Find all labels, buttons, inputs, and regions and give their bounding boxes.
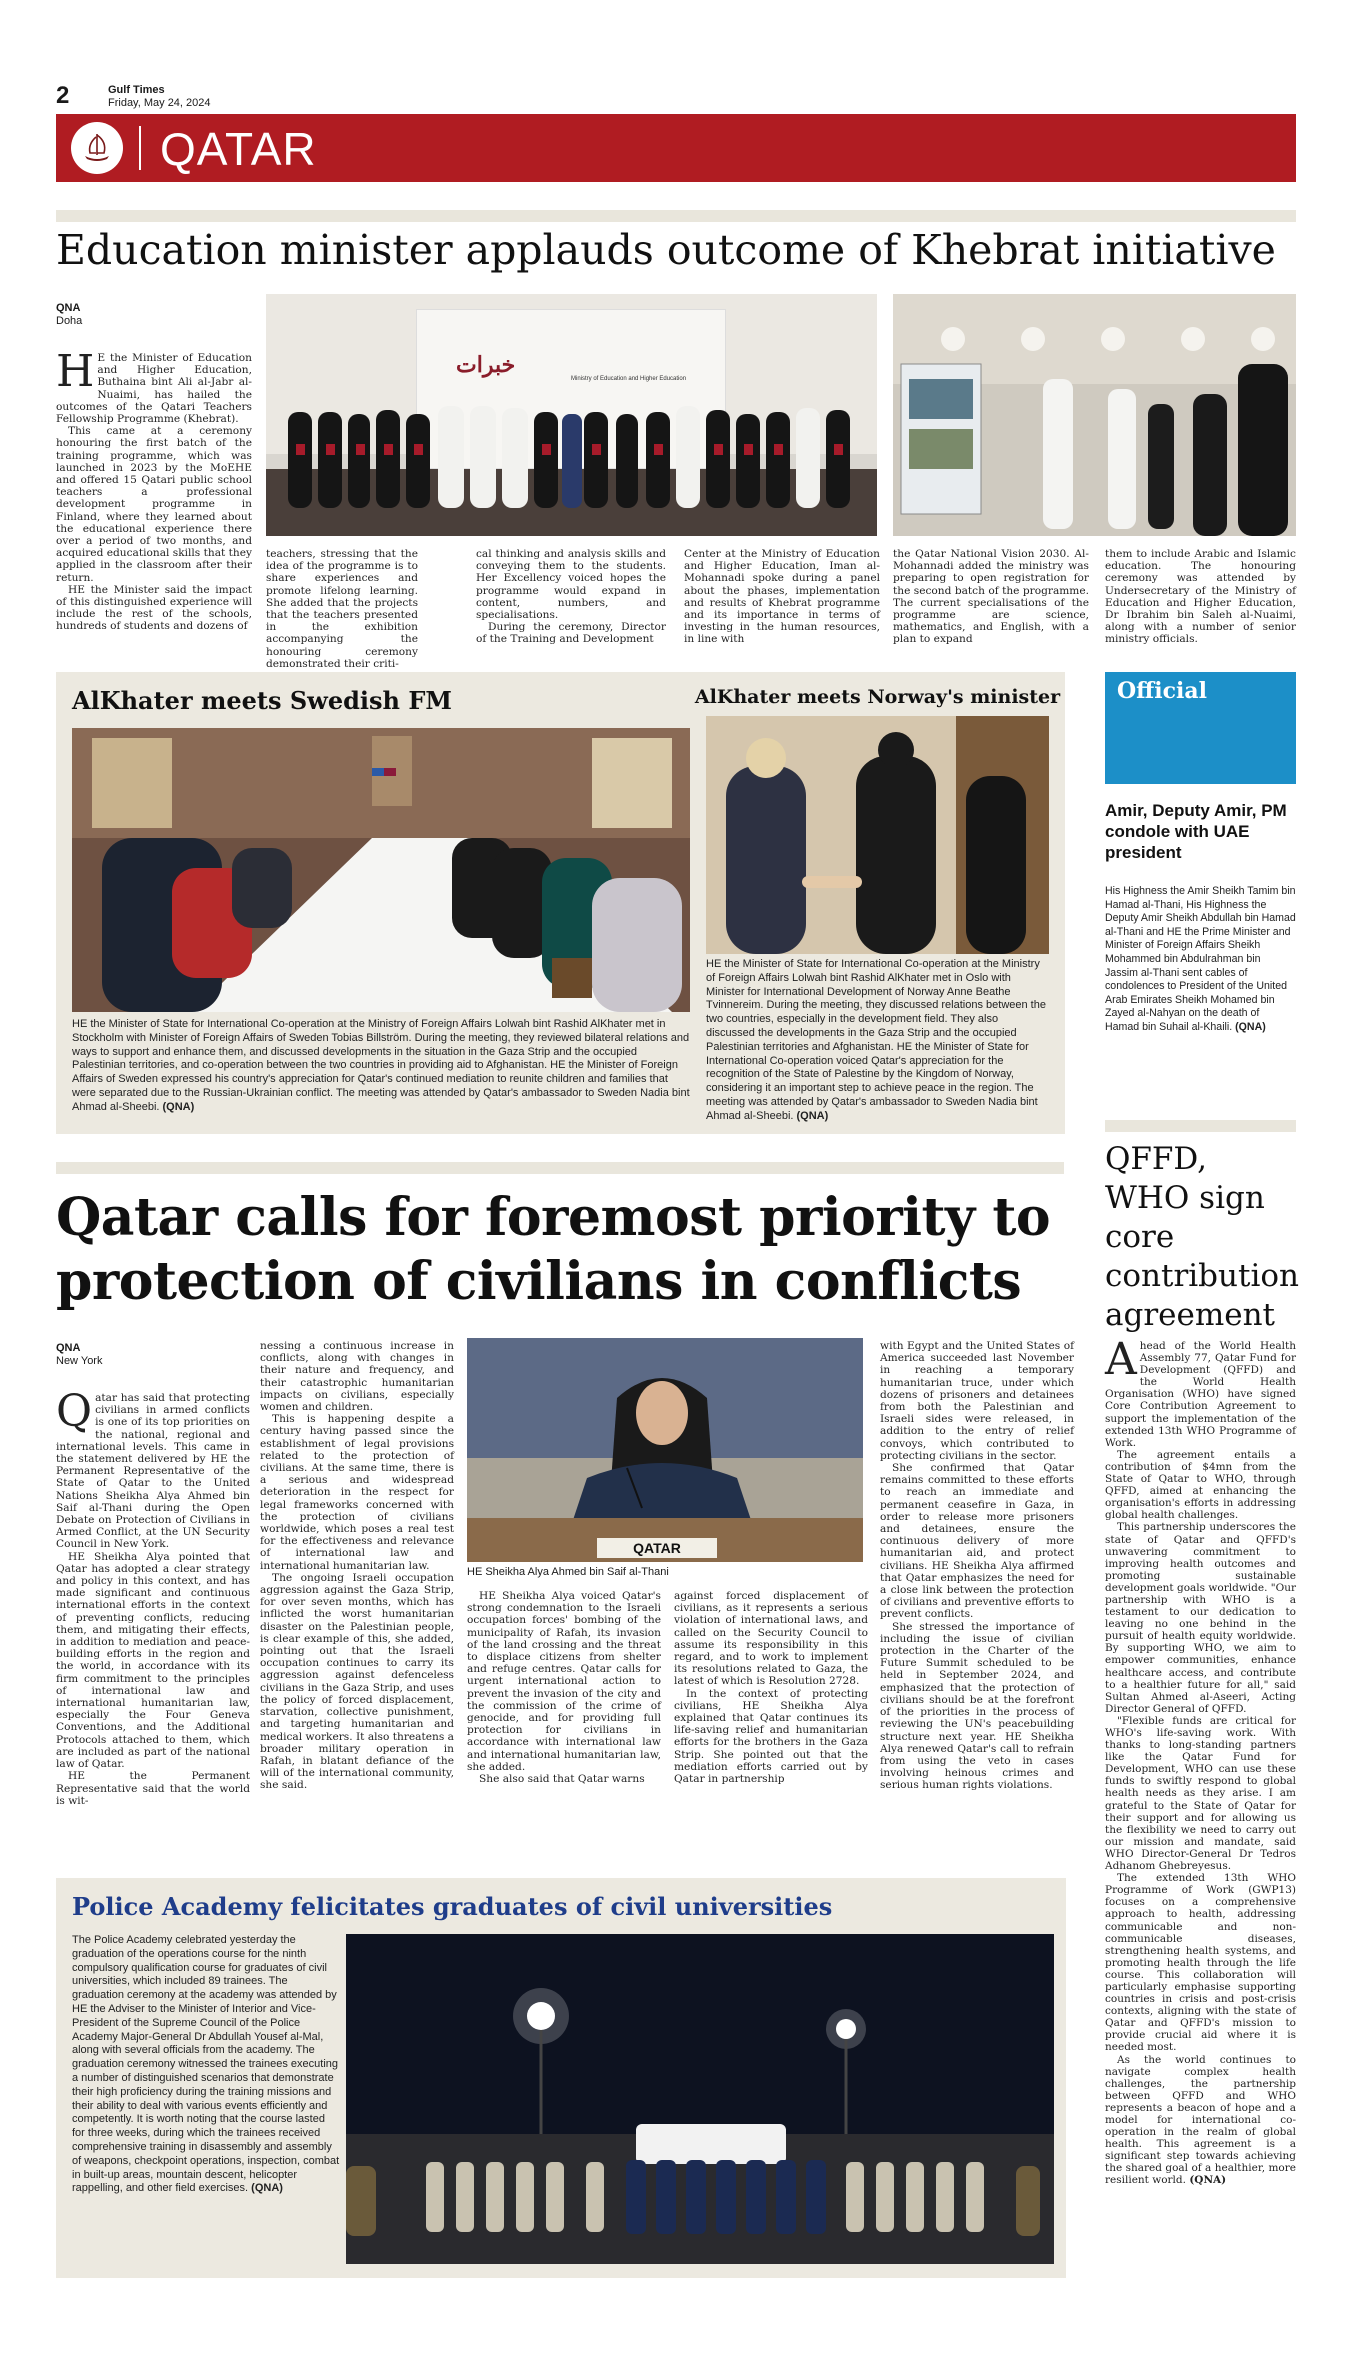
qffd-para: "Flexible funds are critical for WHO's life-saving work. With thanks to long-standing partners like the Qatar Fund for Development, WHO can use these funds to swiftly respond to global health needs as they arise. I am grateful to the State of Qatar for their support and for allowing us the flexibility we need to carry out our mission and mandate, said WHO Director-General Dr Tedros Adhanom Ghebreyesus. xyxy=(1105,1714,1296,1873)
stage-ministry-text: Ministry of Education and Higher Education xyxy=(571,376,687,382)
education-para: teachers, stressing that the idea of the programme is to share experiences and promote lifelong learning. She added that the projects that the teachers presented in the exhibition accompanying the honouring ceremony demonstrated their criti- xyxy=(266,548,418,670)
civilians-para: against forced displacement of civilians, as it represents a serious violation of international laws, and called on the Security Council to assume its responsibility in this regard, and to work to implement its resolutions related to Gaza, the latest of which is Resolution 2728. xyxy=(674,1590,868,1688)
qffd-para: The agreement entails a contribution of $4mn from the State of Qatar to WHO, through QFFD, aimed at enhancing the organisation's efforts in addressing global health challenges. xyxy=(1105,1448,1296,1522)
sweden-caption xyxy=(72,1018,690,1115)
civilians-para: She stressed the importance of including the issue of civilian protection in the Charter of the Future Summit scheduled to be held in September 2024, and emphasized that the protection of civilians should be at the forefront of the priorities in the process of reviewing the UN's peacebuilding structure next year. HE Sheikha Alya renewed Qatar's call to refrain from using the veto in cases involving heinous crimes and serious human rights violations. xyxy=(880,1620,1074,1792)
norway-meeting-photo xyxy=(706,716,1049,954)
civilians-para: She also said that Qatar warns xyxy=(479,1773,645,1786)
graduation-scene xyxy=(346,1934,1054,2264)
education-col3 xyxy=(476,548,666,646)
norway-caption-text: HE the Minister of State for International Co-operation at the Ministry of Foreign Affairs Lolwah bint Rashid AlKhater met in Oslo with Minister for International Development of Norway Anne Beathe Tvinnereim. During the meeting, they discussed relations between the two countries, especially in the development field. They also discussed the developments in the Gaza Strip and the occupied Palestinian territories and Afghanistan. HE the Minister of State for International Co-operation voiced Qatar's appreciation for the recognition of the State of Palestine by the Kingdom of Norway, considering it an important step to achieve peace in the region. The meeting was attended by Qatar's ambassador to Sweden Nadia bint Ahmad al-Sheebi. xyxy=(706,958,1046,1122)
education-col4 xyxy=(684,548,880,646)
civilians-para: In the context of protecting civilians, HE Sheikha Alya explained that Qatar continues its life-saving relief and humanitarian efforts for the brothers in the Gaza Strip. She pointed out that the mediation efforts carried out by Qatar in partnership xyxy=(674,1687,868,1786)
issue-date: Friday, May 24, 2024 xyxy=(108,97,211,109)
qffd-rule xyxy=(1105,1120,1296,1132)
dhow-logo-icon xyxy=(71,122,123,174)
education-para: During the ceremony, Director of the Training and Development xyxy=(476,621,666,646)
civilians-para: Qatar has said that protecting civilians in armed conflicts is one of its top priorities on the national, regional and international levels. This came in the statement delivered by HE the Permanent Representative of the State of Qatar to the United Nations Sheikha Alya Ahmed bin Saif al-Thani during the Open Debate on Protection of Civilians in Armed Conflict, at the UN Security Council in New York. xyxy=(56,1386,250,1551)
qffd-headline: QFFD, WHO sign core contribution agreement xyxy=(1105,1141,1299,1333)
sweden-box xyxy=(56,672,706,1134)
official-body xyxy=(1105,885,1296,1035)
exhibition-photo xyxy=(893,294,1296,536)
qatar-nameplate: QATAR xyxy=(597,1538,717,1558)
education-byline-agency: QNA xyxy=(56,302,81,314)
civilians-byline-agency: QNA xyxy=(56,1342,81,1354)
civilians-col5 xyxy=(880,1340,1074,1792)
civilians-para: HE Sheikha Alya pointed that Qatar has adopted a clear strategy and policy in this context, and has made significant and continuous international efforts in the context of preventing conflicts, reducing them, and mitigating their effects, in addition to mediation and peace-building efforts in the region and the world, in accordance with its firm commitment to the principles of international law and international humanitarian law, especially the Four Geneva Conventions, and the Additional Protocols attached to them, which are included as part of the national law of Qatar. xyxy=(56,1550,250,1771)
civilians-para: HE the Permanent Representative said that the world is wit- xyxy=(56,1770,250,1807)
education-para: cal thinking and analysis skills and conveying them to the students. Her Excellency voiced hopes the programme would expand in content, numbers, and specialisations. xyxy=(476,548,666,622)
education-byline-place: Doha xyxy=(56,315,83,327)
official-body-text: His Highness the Amir Sheikh Tamim bin Hamad al-Thani, His Highness the Deputy Amir Sheikh Abdullah bin Hamad al-Thani and HE the Prime Minister and Minister of Foreign Affairs Sheikh Mohammed bin Abdulrahman bin Jassim al-Thani sent cables of condolences to President of the United Arab Emirates Sheikh Mohamed bin Zayed al-Nahyan on the death of Hamad bin Suhail al-Khaili. xyxy=(1105,885,1296,1033)
police-body-text: The Police Academy celebrated yesterday the graduation of the operations course for the ninth compulsory qualification course for graduates of civil universities, which included 89 trainees. The graduation ceremony at the academy was attended by HE the Adviser to the Minister of Interior and Vice-President of the Supreme Council of the Police Academy Major-General Dr Abdullah Yousef al-Mal, along with several officials from the academy. The graduation ceremony witnessed the trainees executing a number of distinguished scenarios that demonstrate their high proficiency during the training missions and their ability to deal with various events efficiently and competently. It is worth noting that the course lasted for three weeks, during which the trainees received comprehensive training in disassembly and assembly of weapons, checkpoint operations, inspection, combat in built-up areas, mountain descent, helicopter rappelling, and other field exercises. xyxy=(72,1934,340,2195)
un-speaker-photo xyxy=(467,1338,863,1562)
civilians-rule xyxy=(56,1162,1064,1174)
qffd-para: As the world continues to navigate complex health challenges, the partnership between QFFD and WHO represents a beacon of hope and a model for international co-operation in the realm of global health. This agreement is a significant step towards achieving the shared goal of a healthier, more resilient world. xyxy=(1105,2053,1296,2187)
norway-caption xyxy=(706,958,1049,1124)
civilians-para: nessing a continuous increase in conflicts, along with changes in their nature and frequency, and their catastrophic humanitarian impacts on civilians, especially women and children. xyxy=(260,1340,454,1414)
police-headline: Police Academy felicitates graduates of civil universities xyxy=(72,1892,833,1921)
ceremony-photo xyxy=(266,294,877,536)
education-col5 xyxy=(893,548,1089,646)
education-para: Center at the Ministry of Education and Higher Education, Iman al-Mohannadi spoke during a panel about the phases, implementation and results of Khebrat programme and its importance in terms of investing in the human resources, in line with xyxy=(684,548,880,646)
norway-meeting-scene xyxy=(706,716,1049,954)
sweden-headline: AlKhater meets Swedish FM xyxy=(72,686,452,715)
education-para: HE the Minister said the impact of this distinguished experience will include the rest of the schools, hundreds of students and dozens of xyxy=(56,583,252,633)
civilians-para: with Egypt and the United States of America succeeded last November in reaching a temporary humanitarian truce, under which dozens of prisoners and detainees from both the Palestinian and Israeli sides were released, in addition to the entry of relief convoys, which contributed to protecting civilians in the sector. xyxy=(880,1340,1074,1462)
qffd-body xyxy=(1105,1334,1296,2187)
section-banner xyxy=(56,114,1296,182)
sweden-caption-text: HE the Minister of State for International Co-operation at the Ministry of Foreign Affairs Lolwah bint Rashid AlKhater met in Stockholm with Minister of Foreign Affairs of Sweden Tobias Billström. During the meeting, they reviewed bilateral relations and ways to support and enhance them, and discussed developments in the situation in the Gaza Strip and the occupied Palestinian territories, and co-operation between the two countries in providing aid to Afghanistan. HE the Minister of Foreign Affairs of Sweden expressed his country's appreciation for Qatar's continued mediation to reunite children and families that were separated due to the Russian-Ukrainian conflict. The meeting was attended by Qatar's ambassador to Sweden Nadia bint Ahmad al-Sheebi. xyxy=(72,1018,690,1113)
sweden-meeting-scene xyxy=(72,728,690,1012)
stage-logo-text: خبرات xyxy=(456,352,516,378)
civilians-col1 xyxy=(56,1386,250,1807)
ceremony-people xyxy=(266,294,877,536)
story-rule xyxy=(56,210,1296,222)
education-para: them to include Arabic and Islamic education. The honouring ceremony was attended by Undersecretary of the Ministry of Education and Higher Education, Dr Ibrahim bin Saleh al-Nuaimi, along with a number of senior ministry officials. xyxy=(1105,548,1296,646)
qffd-credit: (QNA) xyxy=(1189,2174,1227,2187)
official-credit: (QNA) xyxy=(1235,1020,1266,1033)
sweden-meeting-photo xyxy=(72,728,690,1012)
police-credit: (QNA) xyxy=(251,2182,283,2195)
official-headline: Amir, Deputy Amir, PM condole with UAE president xyxy=(1105,801,1287,862)
civilians-col2 xyxy=(260,1340,454,1792)
civilians-para: HE Sheikha Alya voiced Qatar's strong condemnation to the Israeli occupation forces' bombing of the municipality of Rafah, its invasion of the land crossing and the threat to displace citizens from shelter and refuge centres. Qatar calls for urgent international action to prevent the invasion of the city and the commission of the crime of genocide, and for providing full protection for civilians in accordance with international law and international humanitarian law, she added. xyxy=(467,1590,661,1773)
paper-name: Gulf Times xyxy=(108,84,165,96)
official-label: Official xyxy=(1117,678,1207,704)
civilians-col3 xyxy=(467,1590,661,1785)
civilians-para: The ongoing Israeli occupation aggression against the Gaza Strip, for over seven months, which has inflicted the worst humanitarian disaster on the Palestinian people, is clear example of this, she added, pointing out that the Israeli occupation continues to carry its aggression against defenceless civilians in the Gaza Strip, and uses the policy of forced displacement, starvation, collective punishment, and targeting humanitarian and medical workers. It also threatens a broader military operation in Rafah, in blatant defiance of the will of the international community, she said. xyxy=(260,1571,454,1792)
education-col6 xyxy=(1105,548,1296,646)
un-photo-caption: HE Sheikha Alya Ahmed bin Saif al-Thani xyxy=(467,1566,669,1578)
civilians-para: This is happening despite a century having passed since the establishment of legal provisions related to the protection of civilians. At the same time, there is a serious and widespread deterioration in the respect for legal frameworks concerned with the protection of civilians worldwide, which poses a real test for the effectiveness and relevance of international law and international humanitarian law. xyxy=(260,1413,454,1572)
qffd-para: Ahead of the World Health Assembly 77, Qatar Fund for Development (QFFD) and the World Health Organisation (WHO) have signed Core Contribution Agreement to support the implementation of the extended 13th WHO Programme of Work. xyxy=(1105,1334,1296,1449)
page-number: 2 xyxy=(56,82,70,109)
education-col2 xyxy=(266,548,418,670)
qffd-para: The extended 13th WHO Programme of Work (GWP13) focuses on a comprehensive approach to health, addressing communicable and non-communicable diseases, strengthening health systems, and promoting health through the life course. This collaboration will particularly emphasise supporting countries in crisis and post-crisis contexts, aligning with the state of Qatar and QFFD's mission to provide crucial aid where it is needed most. xyxy=(1105,1872,1296,2054)
un-speaker-scene xyxy=(467,1338,863,1562)
civilians-col4 xyxy=(674,1590,868,1785)
civilians-para: She confirmed that Qatar remains committed to these efforts to reach an immediate and permanent ceasefire in Gaza, in order to release more prisoners and detainees, ensure the continuous delivery of more humanitarian aid, and protect civilians. HE Sheikha Alya affirmed that Qatar emphasizes the need for a close link between the protection of civilians and preventive efforts to prevent conflicts. xyxy=(880,1462,1074,1621)
official-label-box xyxy=(1105,672,1296,784)
sweden-credit: (QNA) xyxy=(162,1100,195,1113)
police-box xyxy=(56,1878,1066,2278)
banner-divider xyxy=(139,126,141,170)
civilians-byline-place: New York xyxy=(56,1355,103,1367)
education-para: HE the Minister of Education and Higher Education, Buthaina bint Ali al-Jabr al-Nuaimi, has hailed the outcomes of the Qatari Teachers Fellowship Programme (Khebrat). xyxy=(56,346,252,426)
norway-headline: AlKhater meets Norway's minister xyxy=(694,686,1061,708)
education-para: the Qatar National Vision 2030. Al-Mohannadi added the ministry was preparing to open registration for the second batch of the programme. The current specialisations of the programme are science, mathematics, and English, with a plan to expand xyxy=(893,548,1089,646)
section-title: QATAR xyxy=(160,123,317,175)
police-body xyxy=(72,1934,340,2196)
graduation-photo xyxy=(346,1934,1054,2264)
exhibition-scene xyxy=(893,294,1296,536)
education-para: This came at a ceremony honouring the first batch of the training programme, which was launched in 2023 by the MoEHE and offered 15 Qatari public school teachers a professional development programme in Finland, where they learned about the educational experience there over a period of two months, and acquired educational skills that they applied in the classroom after their return. xyxy=(56,425,252,584)
qffd-para: This partnership underscores the state of Qatar and QFFD's unwavering commitment to improving health outcomes and promoting sustainable development goals worldwide. "Our partnership with WHO is a testament to our dedication to leaving no one behind in the pursuit of health equity worldwide. By supporting WHO, we aim to empower communities, enhance healthcare access, and contribute to a healthier future for all," said Sultan Ahmed al-Aseeri, Acting Director General of QFFD. xyxy=(1105,1521,1296,1715)
norway-credit: (QNA) xyxy=(796,1109,829,1122)
education-headline: Education minister applauds outcome of Khebrat initiative xyxy=(56,226,1276,274)
civilians-headline: Qatar calls for foremost priority to protection of civilians in conflicts xyxy=(56,1187,1051,1312)
norway-box xyxy=(690,672,1065,1134)
education-col1 xyxy=(56,346,252,633)
